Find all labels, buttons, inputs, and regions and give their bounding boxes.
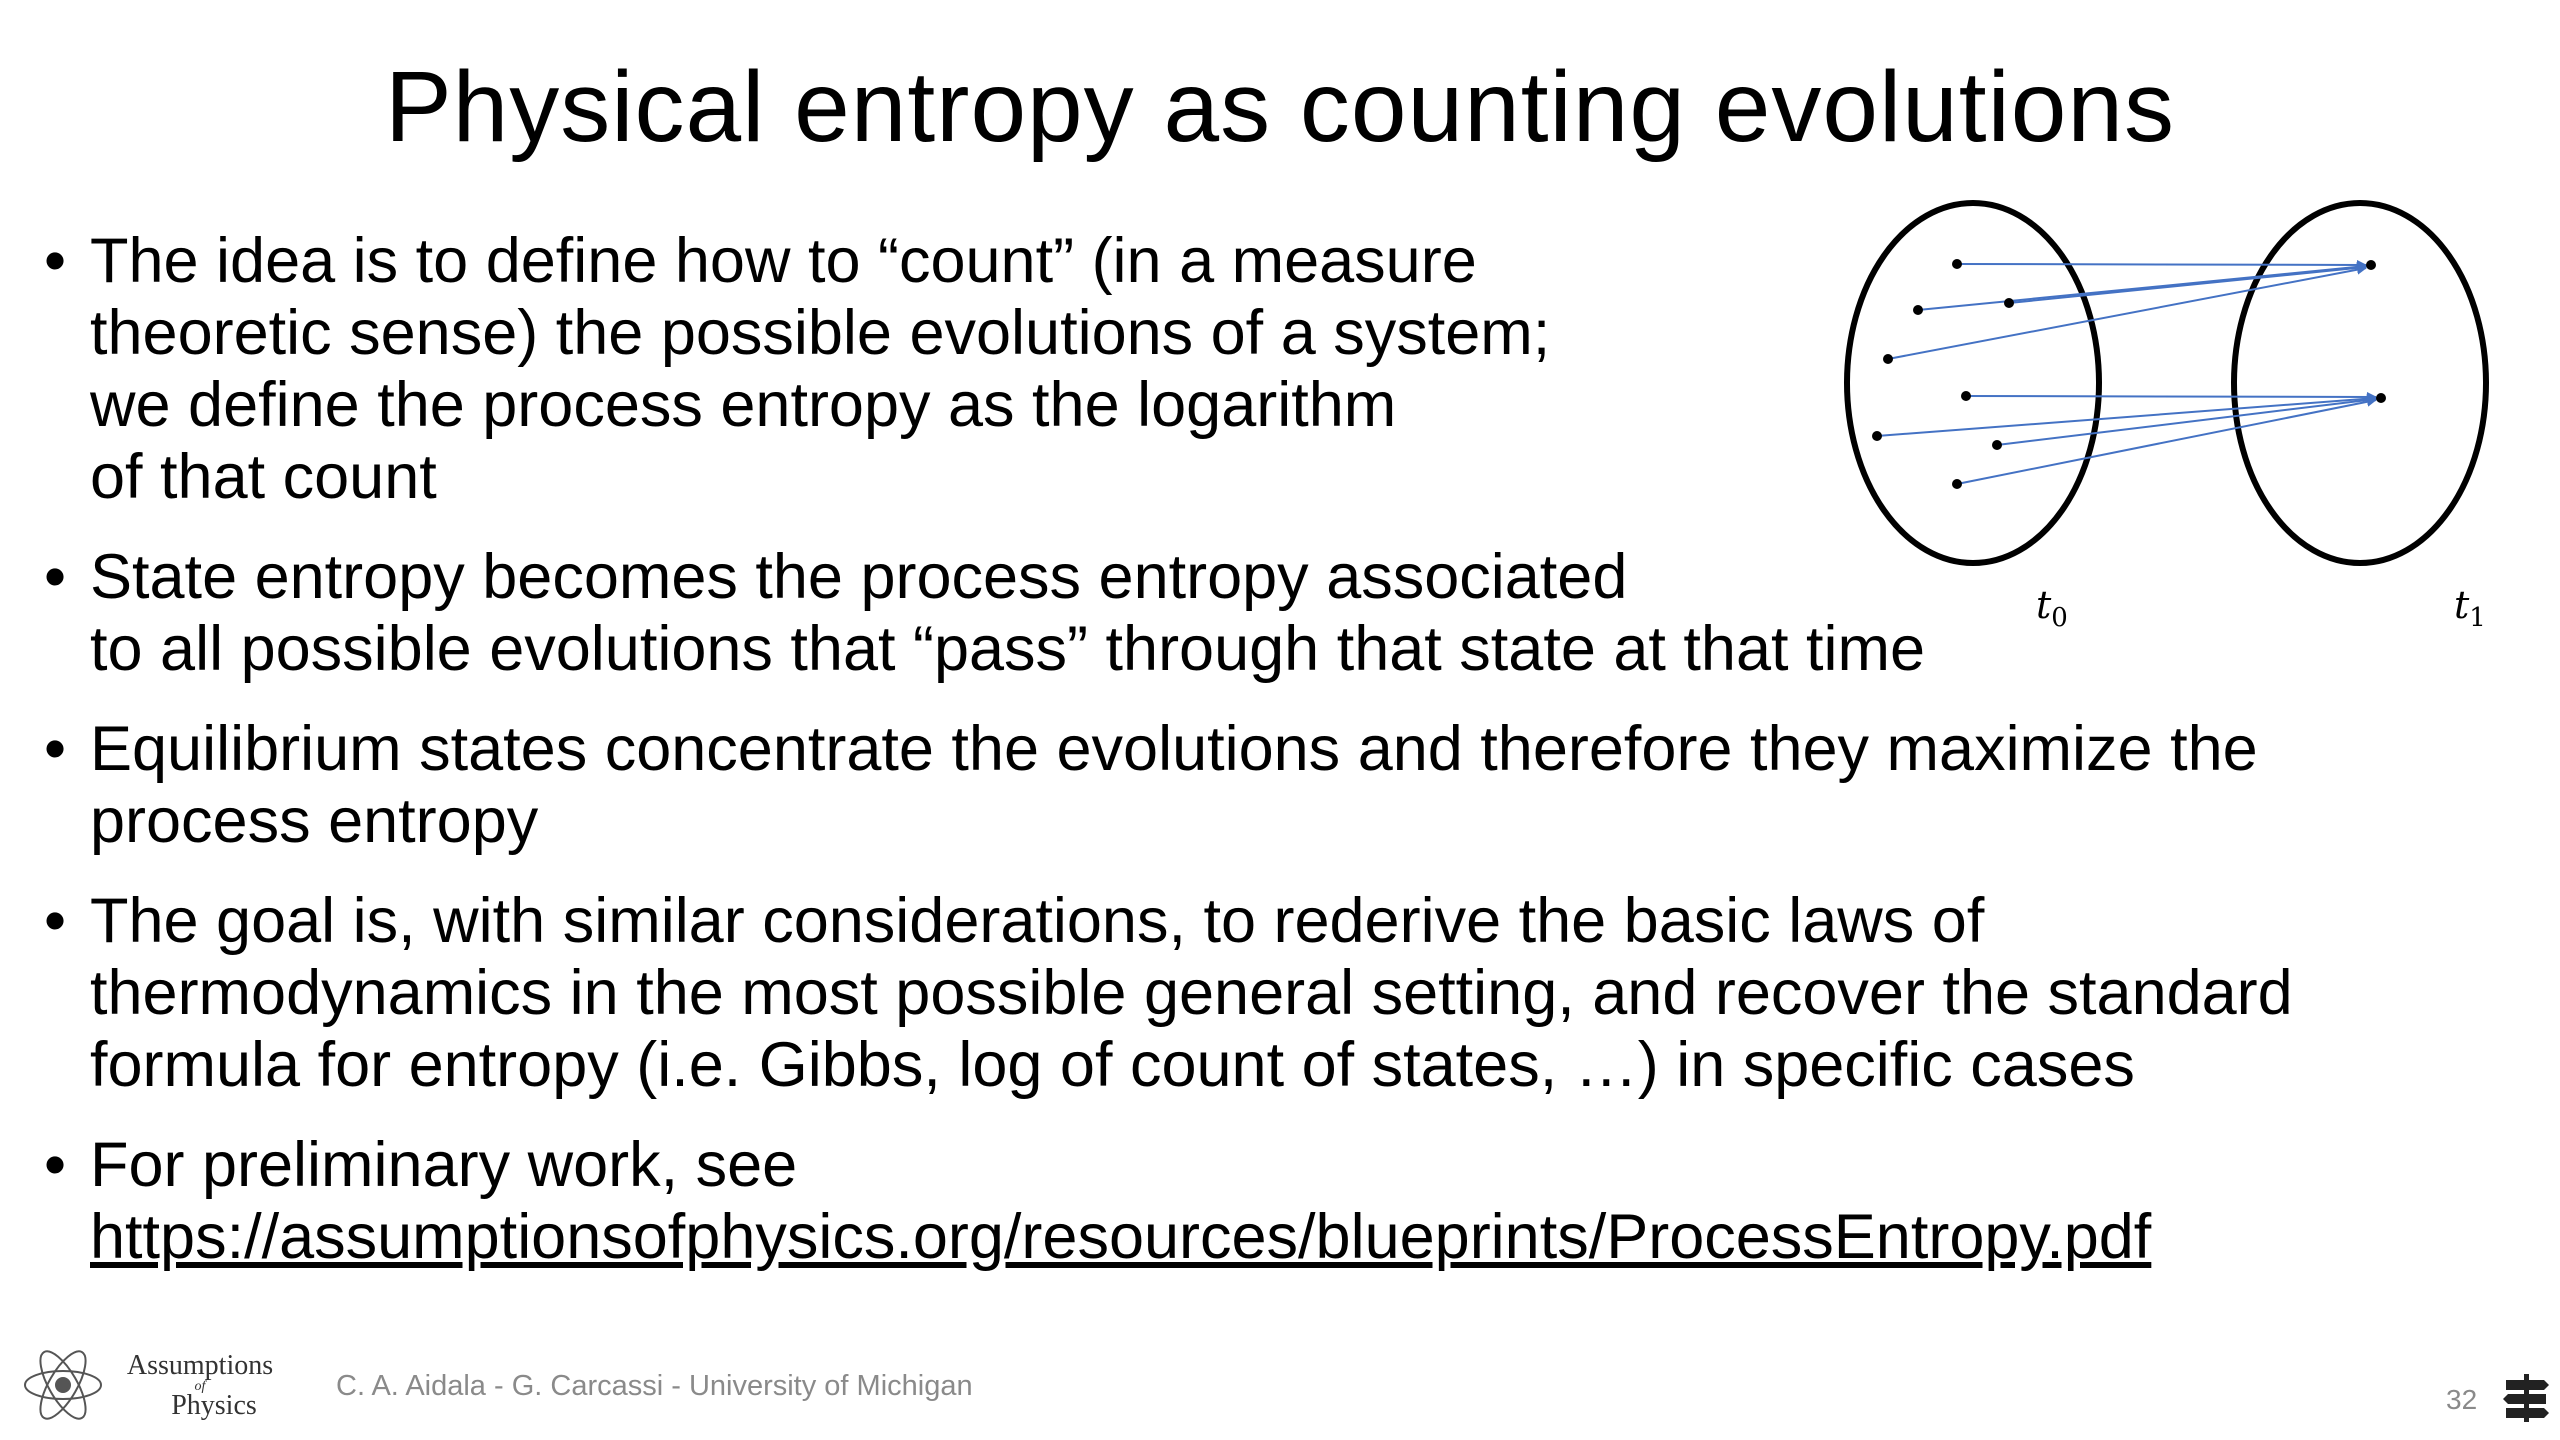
bullet-item bbox=[40, 885, 2510, 1101]
bullet-text: State entropy becomes the process entropy associated bbox=[90, 542, 1628, 612]
bullet-item bbox=[40, 1129, 2510, 1273]
state-points bbox=[1872, 259, 2386, 489]
atom-icon bbox=[25, 1345, 101, 1425]
bullet-marker: • bbox=[44, 714, 67, 784]
bullet-marker: • bbox=[44, 1130, 67, 1200]
bullet-text: For preliminary work, see bbox=[90, 1130, 798, 1200]
bullet-text: The goal is, with similar considerations, to rederive the basic laws of bbox=[90, 886, 1985, 956]
state-space-t1 bbox=[2234, 203, 2486, 563]
bullet-text: Equilibrium states concentrate the evolutions and therefore they maximize the bbox=[90, 714, 2258, 784]
bullet-text: The idea is to define how to “count” (in a measure bbox=[90, 226, 1477, 296]
time-label-t0: $t_0$ bbox=[2036, 583, 2068, 633]
bullet-marker: • bbox=[44, 886, 67, 956]
signpost-icon[interactable] bbox=[2502, 1372, 2550, 1424]
bullet-text: process entropy bbox=[90, 786, 539, 856]
bullet-text: thermodynamics in the most possible general setting, and recover the standard bbox=[90, 958, 2293, 1028]
logo-text-line3: Physics bbox=[171, 1390, 257, 1421]
logo-text-line2: of bbox=[194, 1379, 206, 1394]
bullet-text: to all possible evolutions that “pass” through that state at that time bbox=[90, 614, 1926, 684]
process-entropy-link[interactable]: https://assumptionsofphysics.org/resources/blueprints/ProcessEntropy.pdf bbox=[90, 1202, 2152, 1272]
bullet-marker: • bbox=[44, 226, 67, 296]
evolution-diagram bbox=[1800, 190, 2520, 650]
state-space-t0 bbox=[1847, 203, 2099, 563]
bullet-text: of that count bbox=[90, 442, 437, 512]
bullet-marker: • bbox=[44, 542, 67, 612]
bullet-text: theoretic sense) the possible evolutions of a system; bbox=[90, 298, 1551, 368]
time-label-t1: $t_1$ bbox=[2454, 583, 2486, 633]
slide-title: Physical entropy as counting evolutions bbox=[384, 51, 2176, 163]
evolution-arrows bbox=[1877, 264, 2376, 484]
logo-text-line1: Assumptions bbox=[126, 1350, 274, 1381]
assumptions-of-physics-logo bbox=[18, 1340, 318, 1430]
bullet-text: formula for entropy (i.e. Gibbs, log of count of states, …) in specific cases bbox=[90, 1030, 2135, 1100]
page-number: 32 bbox=[2446, 1384, 2478, 1415]
bullet-text: we define the process entropy as the logarithm bbox=[90, 370, 1397, 440]
bullet-item bbox=[40, 713, 2510, 857]
footer-credit: C. A. Aidala - G. Carcassi - University of Michigan bbox=[336, 1370, 973, 1402]
